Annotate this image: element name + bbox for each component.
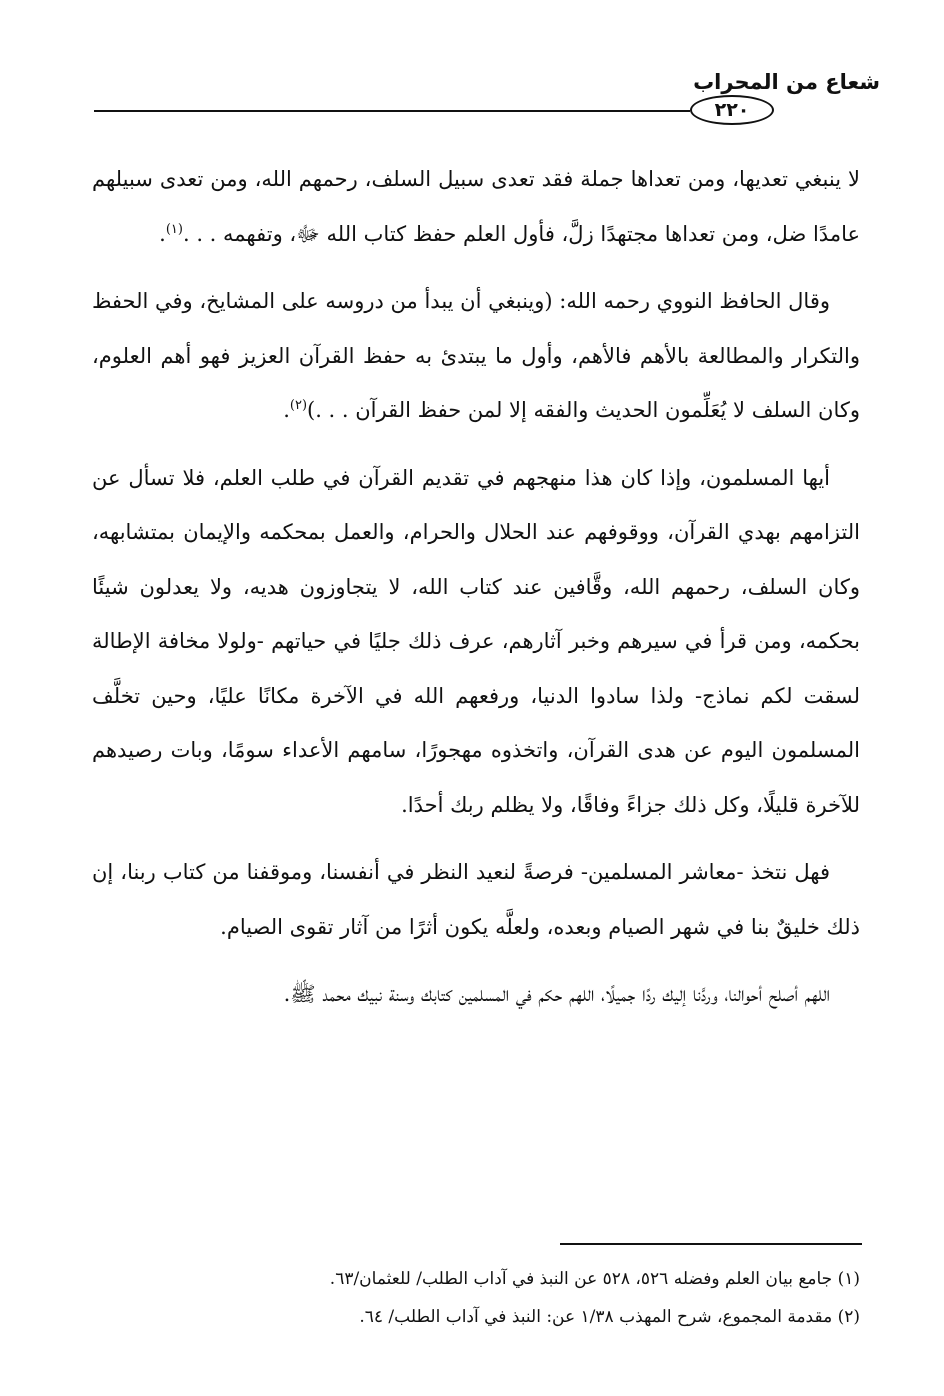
- footnote-marker: (٢): [289, 398, 308, 413]
- footnote-rule: [560, 1243, 862, 1245]
- paragraph: [92, 451, 860, 833]
- running-title: شعاع من المحراب: [693, 70, 880, 94]
- paragraph: [92, 152, 860, 261]
- paragraph: [92, 845, 860, 954]
- paragraph-tail: .: [283, 398, 290, 422]
- footnotes: [92, 1262, 860, 1338]
- paragraph-tail: .: [159, 221, 166, 246]
- paragraph-text: أيها المسلمون، وإذا كان هذا منهجهم في تقديم القرآن في طلب العلم، فلا تسأل عن التزامهم بهدي القرآن، ووقوفهم عند الحلال والحرام، والعمل بمحكمه والإيمان بمتشابهه، وكان السلف، رحمهم الله، وقَّافين عند كتاب الله، لا يتجاوزون هديه، ولا يعدلون شيئًا بحكمه، ومن قرأ في سيرهم وخبر آثارهم، عرف ذلك جليًا في حياتهم -ولولا مخافة الإطالة لسقت لكم نماذج- ولذا سادوا الدنيا، ورفعهم الله في الآخرة مكانًا عليًا، وحين تخلَّف المسلمون اليوم عن هدى القرآن، واتخذوه مهجورًا، سامهم الأعداء سومًا، وبات رصيدهم للآخرة قليلًا، وكل ذلك جزاءً وفاقًا، ولا يظلم ربك أحدًا.: [92, 465, 860, 817]
- paragraph-text: فهل نتخذ -معاشر المسلمين- فرصةً لنعيد النظر في أنفسنا، وموقفنا من كتاب ربنا، إن ذلك خليقٌ بنا في شهر الصيام وبعده، ولعلَّه يكون أثرًا من آثار تقوى الصيام.: [92, 860, 860, 939]
- body-text: [92, 152, 860, 1035]
- paragraph: [92, 967, 860, 1022]
- footnote: (٢) مقدمة المجموع، شرح المهذب ١/٣٨ عن: النبذ في آداب الطلب/ ٦٤.: [359, 1307, 860, 1327]
- footnote-marker: (١): [165, 221, 183, 237]
- paragraph-text: لا ينبغي تعديها، ومن تعداها جملة فقد تعدى سبيل السلف، رحمهم الله، ومن تعدى سبيلهم عامدًا ضل، ومن تعداها مجتهدًا زلَّ، فأول العلم حفظ كتاب الله ﷻ، وتفهمه . . .: [92, 167, 860, 246]
- paragraph: [92, 274, 860, 438]
- footnote: (١) جامع بيان العلم وفضله ٥٢٦، ٥٢٨ عن النبذ في آداب الطلب/ للعثمان/٦٣.: [329, 1269, 860, 1289]
- header-rule: [94, 110, 690, 112]
- paragraph-text: وقال الحافظ النووي رحمه الله: (وينبغي أن يبدأ من دروسه على المشايخ، وفي الحفظ والتكرار والمطالعة بالأهم فالأهم، وأول ما يبتدئ به حفظ القرآن العزيز فهو أهم العلوم، وكان السلف لا يُعَلِّمون الحديث والفقه إلا لمن حفظ القرآن . . .): [91, 289, 860, 422]
- paragraph-text: اللهم أصلح أحوالنا، وردَّنا إليك ردًا جميلًا، اللهم حكم في المسلمين كتابك وسنة نبيك محمد ﷺ.: [283, 982, 830, 1006]
- page-number: ٢٢٠: [690, 95, 774, 125]
